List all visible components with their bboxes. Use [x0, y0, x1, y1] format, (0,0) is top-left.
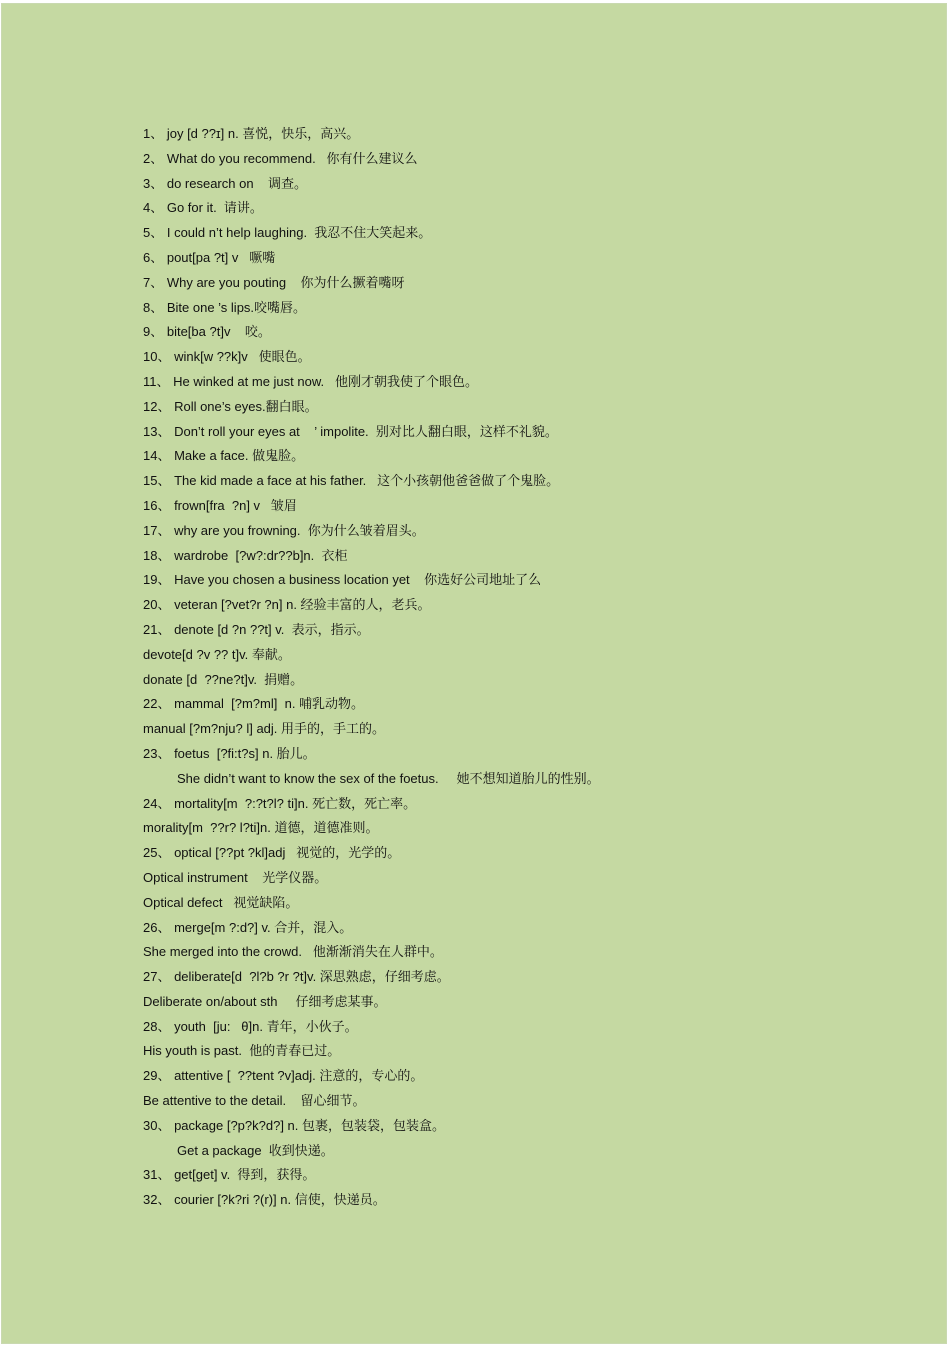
text-line: 1、 joy [d ??ɪ] n. 喜悦，快乐，高兴。	[143, 126, 360, 141]
text-line: She didn’t want to know the sex of the foetus. 她不想知道胎儿的性别。	[177, 770, 600, 786]
text-line: She merged into the crowd. 他渐渐消失在人群中。	[143, 944, 443, 960]
text-line: 10、 wink[w ??k]v 使眼色。	[143, 349, 311, 365]
text-line: 24、 mortality[m ?:?t?l? ti]n. 死亡数，死亡率。	[143, 795, 417, 811]
text-line: 29、 attentive [ ??tent ?v]adj. 注意的，专心的。	[143, 1068, 424, 1084]
text-line: Deliberate on/about sth 仔细考虑某事。	[143, 993, 387, 1009]
text-line: 32、 courier [?k?ri ?(r)] n. 信使，快递员。	[143, 1192, 386, 1208]
vocabulary-list	[143, 122, 923, 1213]
text-line: His youth is past. 他的青春已过。	[143, 1043, 341, 1059]
text-line: 8、 Bite one ’s lips.咬嘴唇。	[143, 299, 307, 315]
text-line: 6、 pout[pa ?t] v 噘嘴	[143, 249, 276, 265]
text-line: devote[d ?v ?? t]v. 奉献。	[143, 646, 291, 662]
text-line: manual [?m?nju? l] adj. 用手的，手工的。	[143, 721, 386, 737]
text-line: 28、 youth [ju: θ]n. 青年，小伙子。	[143, 1018, 358, 1034]
text-line: 16、 frown[fra ?n] v 皱眉	[143, 497, 297, 513]
text-line: donate [d ??ne?t]v. 捐赠。	[143, 671, 304, 687]
text-line: 26、 merge[m ?:d?] v. 合并，混入。	[143, 919, 353, 935]
text-line: 19、 Have you chosen a business location yet 你选好公司地址了么	[143, 572, 542, 588]
text-line: morality[m ??r? l?ti]n. 道德，道德准则。	[143, 820, 379, 836]
text-line: Get a package 收到快递。	[177, 1142, 334, 1158]
text-line: 15、 The kid made a face at his father. 这个小孩朝他爸爸做了个鬼脸。	[143, 473, 560, 489]
text-line: Be attentive to the detail. 留心细节。	[143, 1093, 366, 1109]
text-line: 2、 What do you recommend. 你有什么建议么	[143, 150, 418, 166]
text-line: 27、 deliberate[d ?l?b ?r ?t]v. 深思熟虑，仔细考虑。	[143, 969, 450, 985]
text-line: 31、 get[get] v. 得到，获得。	[143, 1167, 316, 1183]
text-line: 18、 wardrobe [?w?:dr??b]n. 衣柜	[143, 547, 348, 563]
text-line: 22、 mammal [?m?ml] n. 哺乳动物。	[143, 696, 365, 712]
text-line: 4、 Go for it. 请讲。	[143, 200, 263, 216]
text-line: 7、 Why are you pouting 你为什么撅着嘴呀	[143, 274, 405, 290]
text-line: 13、 Don’t roll your eyes at ’ impolite. 别对比人翻白眼，这样不礼貌。	[143, 423, 558, 439]
text-line: 25、 optical [??pt ?kl]adj 视觉的，光学的。	[143, 845, 401, 861]
text-line: 21、 denote [d ?n ??t] v. 表示，指示。	[143, 621, 370, 637]
text-line: 20、 veteran [?vet?r ?n] n. 经验丰富的人，老兵。	[143, 597, 431, 613]
text-line: 12、 Roll one’s eyes.翻白眼。	[143, 398, 318, 414]
text-line: 14、 Make a face. 做鬼脸。	[143, 448, 305, 464]
text-line: Optical defect 视觉缺陷。	[143, 894, 299, 910]
text-line: 30、 package [?p?k?d?] n. 包裹，包装袋，包装盒。	[143, 1117, 446, 1133]
text-line: Optical instrument 光学仪器。	[143, 869, 328, 885]
text-line: 17、 why are you frowning. 你为什么皱着眉头。	[143, 522, 425, 538]
text-line: 11、 He winked at me just now. 他刚才朝我使了个眼色。	[143, 373, 478, 389]
text-line: 9、 bite[ba ?t]v 咬。	[143, 324, 271, 340]
text-line: 23、 foetus [?fi:t?s] n. 胎儿。	[143, 745, 316, 761]
text-line: 3、 do research on 调查。	[143, 175, 308, 191]
document-page	[2, 4, 946, 1343]
text-line: 5、 I could n’t help laughing. 我忍不住大笑起来。	[143, 225, 432, 241]
